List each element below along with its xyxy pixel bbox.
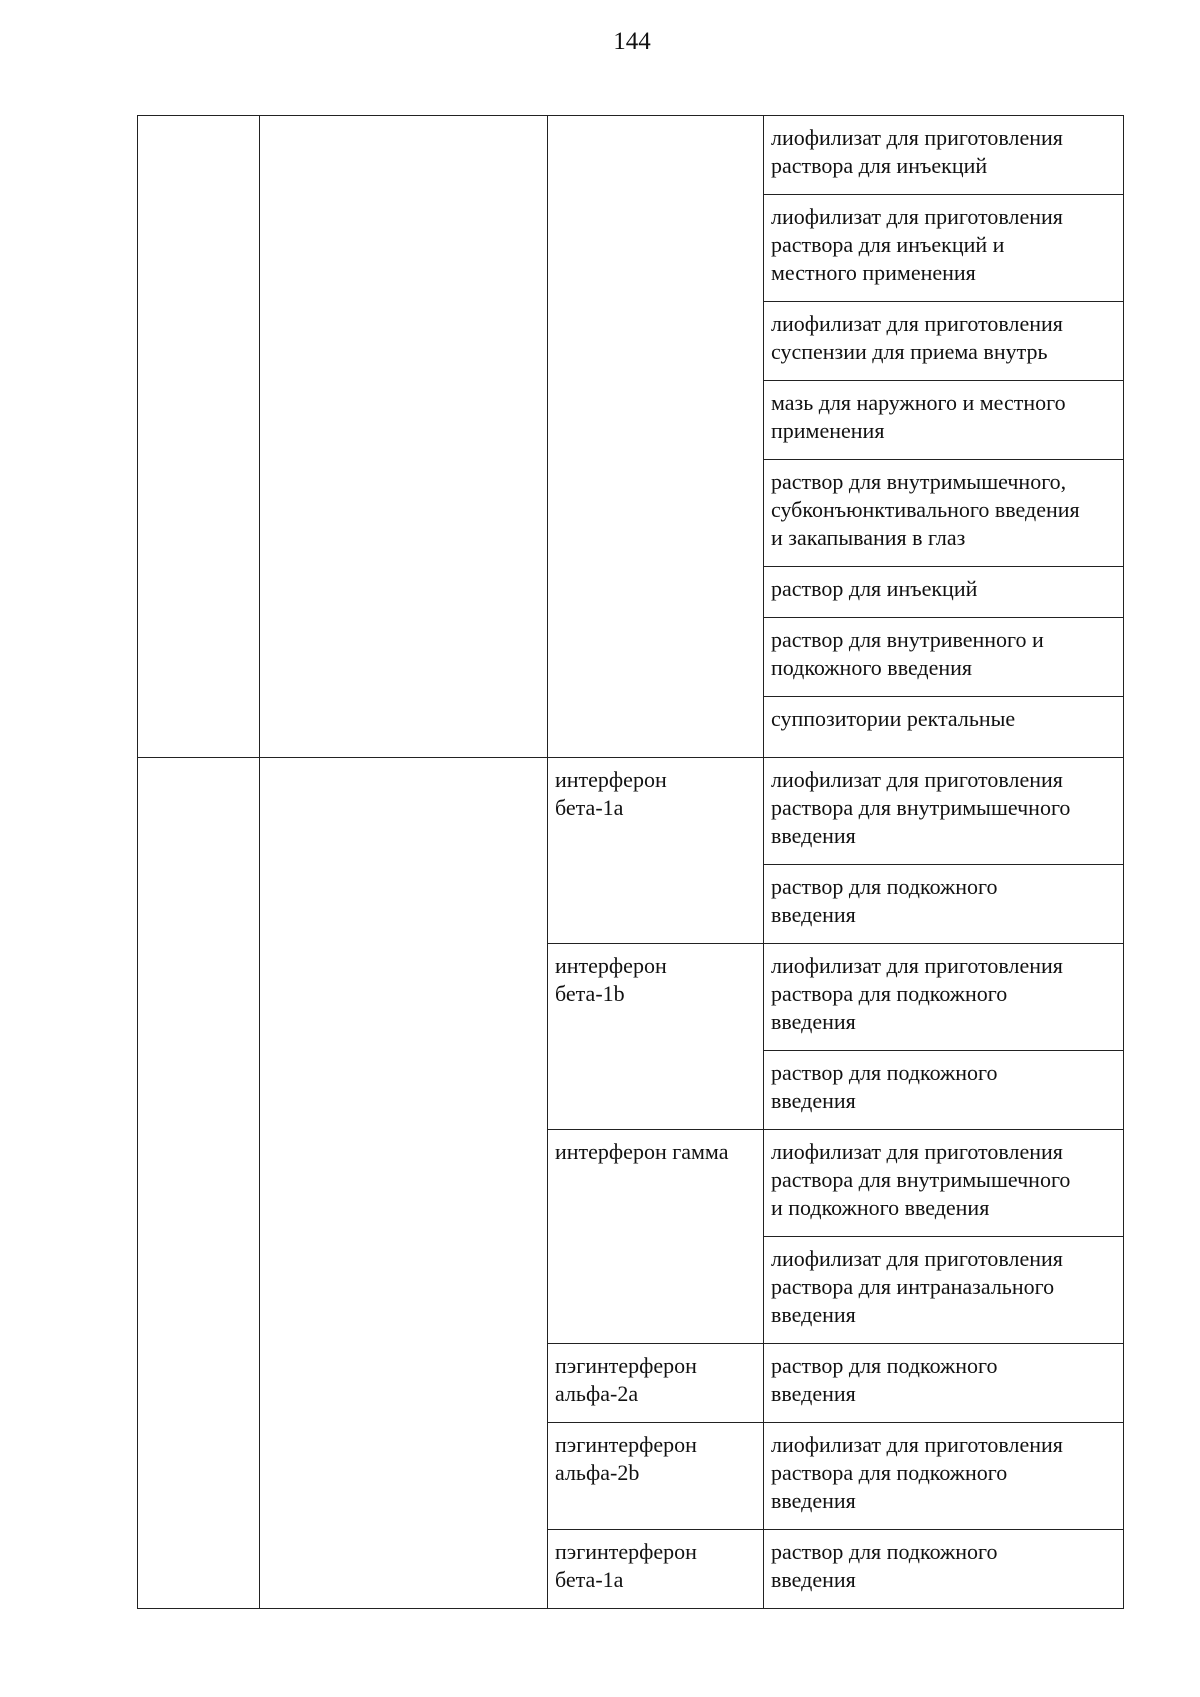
dosage-form: раствор для подкожного введения <box>771 1353 998 1406</box>
dosage-form-cell <box>764 116 1124 195</box>
dosage-form-cell <box>764 1237 1124 1344</box>
dosage-form-cell <box>764 1423 1124 1530</box>
drug-name: интерферон бета-1a <box>555 767 667 820</box>
drug-name: пэгинтерферон бета-1a <box>555 1539 697 1592</box>
dosage-form: лиофилизат для приготовления раствора для внутримышечного введения <box>771 767 1071 848</box>
dosage-form: раствор для подкожного введения <box>771 874 998 927</box>
drug-name-cell <box>548 944 764 1130</box>
group-name-cell <box>260 116 548 758</box>
table-row <box>138 116 1124 195</box>
dosage-form-cell <box>764 697 1124 758</box>
dosage-form: лиофилизат для приготовления раствора для инъекций <box>771 125 1063 178</box>
drug-name-cell <box>548 1423 764 1530</box>
dosage-form: лиофилизат для приготовления раствора для внутримышечного и подкожного введения <box>771 1139 1071 1220</box>
dosage-form-cell <box>764 758 1124 865</box>
dosage-form: раствор для подкожного введения <box>771 1539 998 1592</box>
dosage-form-cell <box>764 944 1124 1051</box>
drug-name-cell <box>548 758 764 944</box>
dosage-form-cell <box>764 1344 1124 1423</box>
dosage-form: лиофилизат для приготовления раствора для подкожного введения <box>771 1432 1063 1513</box>
atc-code-cell <box>138 758 260 1609</box>
drug-name: интерферон бета-1b <box>555 953 667 1006</box>
dosage-form-cell <box>764 865 1124 944</box>
dosage-form: лиофилизат для приготовления раствора для подкожного введения <box>771 953 1063 1034</box>
dosage-form-cell <box>764 1130 1124 1237</box>
dosage-form: раствор для инъекций <box>771 576 978 601</box>
dosage-form: мазь для наружного и местного применения <box>771 390 1066 443</box>
dosage-form: лиофилизат для приготовления раствора для интраназального введения <box>771 1246 1063 1327</box>
drug-name-cell <box>548 1344 764 1423</box>
drug-name-cell <box>548 116 764 758</box>
drug-name: пэгинтерферон альфа-2a <box>555 1353 697 1406</box>
dosage-form: суппозитории ректальные <box>771 706 1016 731</box>
drug-name: интерферон гамма <box>555 1139 729 1164</box>
dosage-form-cell <box>764 460 1124 567</box>
dosage-form: раствор для внутримышечного, субконъюнктивального введения и закапывания в глаз <box>771 469 1080 550</box>
dosage-form: раствор для подкожного введения <box>771 1060 998 1113</box>
dosage-form-cell <box>764 567 1124 618</box>
atc-code-cell <box>138 116 260 758</box>
dosage-form-cell <box>764 302 1124 381</box>
dosage-form: лиофилизат для приготовления раствора для инъекций и местного применения <box>771 204 1063 285</box>
page-number: 144 <box>613 28 651 55</box>
dosage-form-cell <box>764 195 1124 302</box>
drug-name-cell <box>548 1130 764 1344</box>
drug-table <box>137 115 1124 1609</box>
dosage-form-cell <box>764 618 1124 697</box>
dosage-form-cell <box>764 1530 1124 1609</box>
table-row <box>138 758 1124 865</box>
dosage-form: лиофилизат для приготовления суспензии для приема внутрь <box>771 311 1063 364</box>
drug-name-cell <box>548 1530 764 1609</box>
dosage-form: раствор для внутривенного и подкожного введения <box>771 627 1044 680</box>
group-name-cell <box>260 758 548 1609</box>
drug-name: пэгинтерферон альфа-2b <box>555 1432 697 1485</box>
dosage-form-cell <box>764 1051 1124 1130</box>
dosage-form-cell <box>764 381 1124 460</box>
